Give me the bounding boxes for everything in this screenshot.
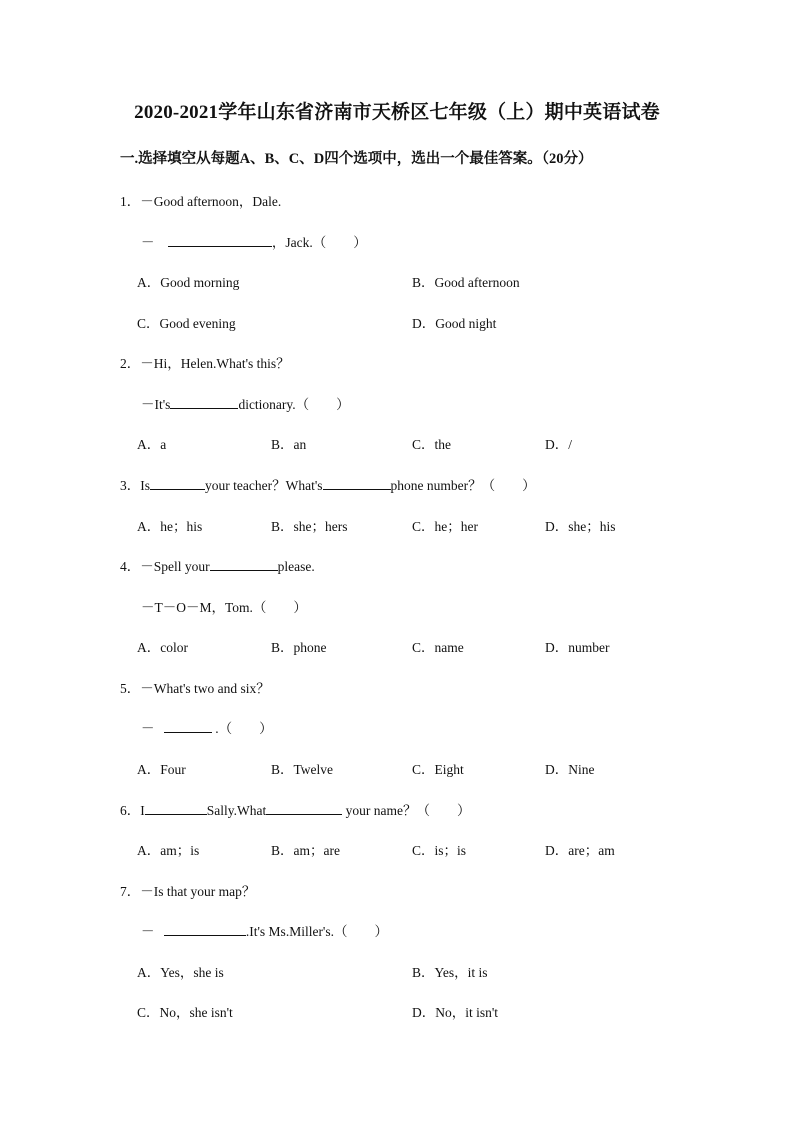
option-a[interactable]: A．am；is (137, 843, 200, 858)
option-d[interactable]: D．Nine (545, 762, 595, 777)
stem-prefix: 6．I (120, 803, 145, 818)
answer-blank (164, 922, 246, 936)
response-prefix: －It's (141, 397, 171, 412)
answer-blank (170, 395, 238, 409)
document-title: 2020-2021学年山东省济南市天桥区七年级（上）期中英语试卷 (134, 102, 660, 123)
option-c[interactable]: C．name (412, 640, 464, 655)
stem-suffix: your name？（ ） (342, 803, 471, 818)
question-5-stem: 5．－What's two and six？ (120, 681, 270, 696)
answer-blank-1 (150, 476, 205, 490)
question-4-response: －T－O－M，Tom.（ ） (141, 600, 307, 615)
stem-prefix: 3．Is (120, 478, 150, 493)
option-b[interactable]: B．an (271, 437, 307, 452)
response-text: dictionary.（ ） (238, 397, 350, 412)
answer-blank-1 (145, 801, 207, 815)
dash: － (141, 924, 155, 939)
option-d[interactable]: D．she；his (545, 519, 616, 534)
option-c[interactable]: C．the (412, 437, 451, 452)
option-c[interactable]: C．is；is (412, 843, 467, 858)
question-1-response (141, 231, 367, 251)
stem-middle: Sally.What (206, 803, 267, 818)
option-b[interactable]: B．Good afternoon (412, 275, 520, 290)
answer-blank-2 (323, 476, 391, 490)
question-5-response (141, 717, 273, 737)
option-c[interactable]: C．Good evening (137, 316, 236, 331)
option-d[interactable]: D．are；am (545, 843, 615, 858)
option-d[interactable]: D．/ (545, 437, 572, 452)
question-7-response (141, 920, 388, 940)
answer-blank (168, 233, 272, 247)
question-2-stem: 2．－Hi，Helen.What's this？ (120, 356, 290, 371)
question-6-stem (120, 799, 470, 819)
question-1-stem: 1．－Good afternoon，Dale. (120, 194, 282, 209)
option-a[interactable]: A．he；his (137, 519, 203, 534)
option-b[interactable]: B．am；are (271, 843, 340, 858)
answer-blank-2 (266, 801, 342, 815)
option-a[interactable]: A．color (137, 640, 188, 655)
option-d[interactable]: D．Good night (412, 316, 497, 331)
stem-suffix: phone number？（ ） (390, 478, 536, 493)
option-b[interactable]: B．she；hers (271, 519, 348, 534)
option-d[interactable]: D．No，it isn't (412, 1005, 499, 1020)
option-d[interactable]: D．number (545, 640, 610, 655)
option-a[interactable]: A．a (137, 437, 167, 452)
dash: － (141, 235, 155, 250)
option-c[interactable]: C．Eight (412, 762, 464, 777)
option-b[interactable]: B．phone (271, 640, 327, 655)
question-3-stem (120, 474, 536, 494)
section-heading: 一.选择填空从每题A、B、C、D四个选项中，选出一个最佳答案。（20分） (120, 151, 593, 167)
option-c[interactable]: C．No，she isn't (137, 1005, 233, 1020)
option-a[interactable]: A．Four (137, 762, 186, 777)
answer-blank (164, 719, 212, 733)
stem-prefix: 4．－Spell your (120, 559, 210, 574)
question-7-stem: 7．－Is that your map？ (120, 884, 256, 899)
response-text: .It's Ms.Miller's.（ ） (245, 924, 388, 939)
option-c[interactable]: C．he；her (412, 519, 478, 534)
option-b[interactable]: B．Yes，it is (412, 965, 488, 980)
stem-middle: your teacher？What's (205, 478, 323, 493)
question-4-stem (120, 555, 315, 575)
question-2-response (141, 393, 350, 413)
stem-suffix: please. (277, 559, 315, 574)
answer-blank (210, 557, 278, 571)
dash: － (141, 721, 155, 736)
response-text: .（ ） (215, 721, 273, 736)
response-text: ，Jack.（ ） (271, 235, 367, 250)
option-a[interactable]: A．Yes，she is (137, 965, 224, 980)
option-a[interactable]: A．Good morning (137, 275, 240, 290)
option-b[interactable]: B．Twelve (271, 762, 334, 777)
